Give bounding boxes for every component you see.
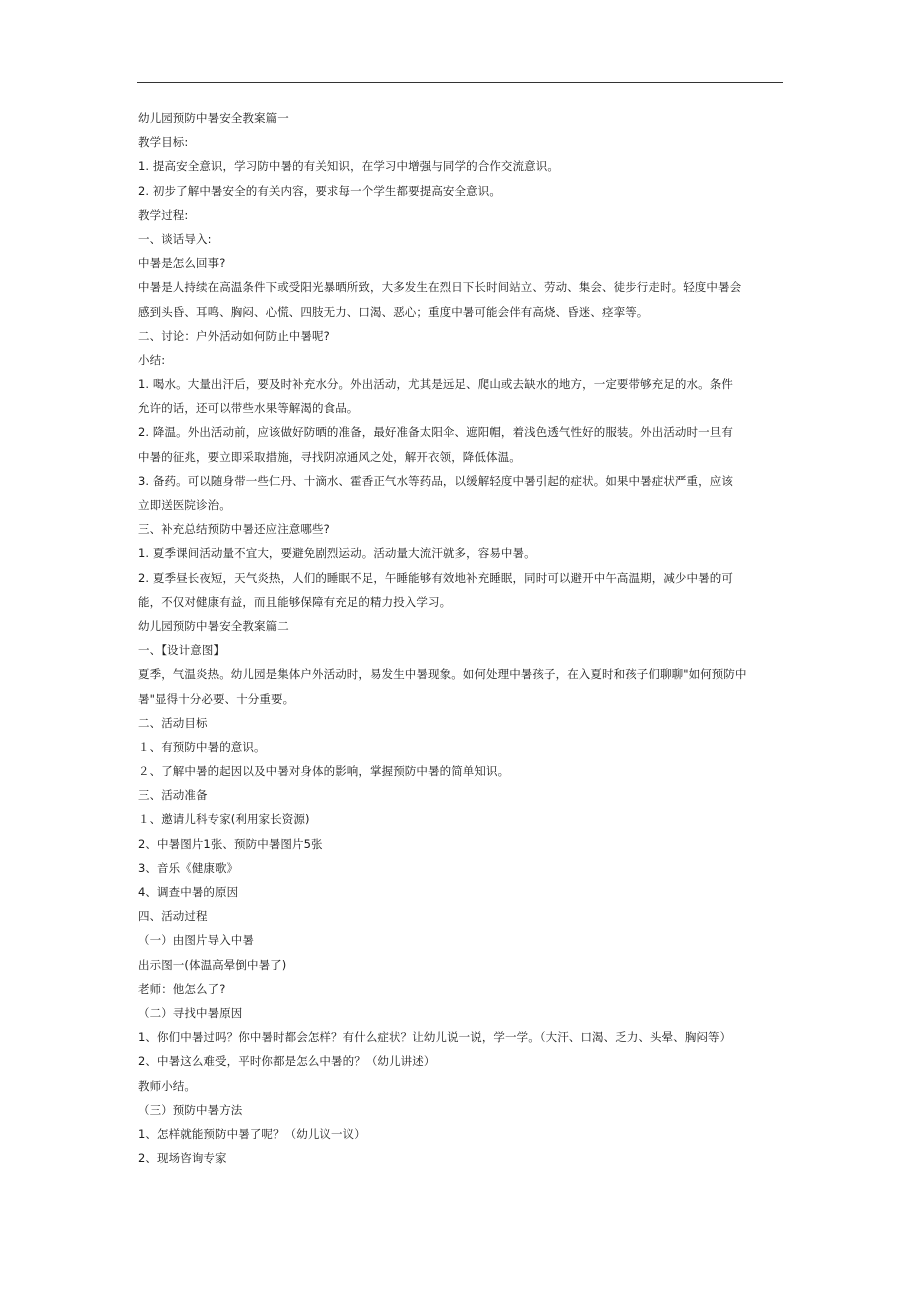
text-line: 2、中暑图片1张、预防中暑图片5张 bbox=[138, 836, 323, 851]
text-line: （一）由图片导入中暑 bbox=[138, 933, 254, 948]
text-line: 立即送医院诊治。 bbox=[138, 498, 231, 512]
text-line: 2. 降温。外出活动前，应该做好防晒的准备，最好准备太阳伞、遮阳帽，着浅色透气性好的服装。外出活动时一旦有 bbox=[138, 425, 733, 440]
heading-part-one: 幼儿园预防中暑安全教案篇一 bbox=[138, 111, 289, 125]
text-line: 2. 夏季昼长夜短，天气炎热，人们的睡眠不足，午睡能够有效地补充睡眠，同时可以避开中午高温期，减少中暑的可 bbox=[138, 570, 733, 585]
text-line: 3、音乐《健康歌》 bbox=[138, 860, 239, 875]
text-line: 1. 提高安全意识，学习防中暑的有关知识，在学习中增强与同学的合作交流意识。 bbox=[138, 159, 559, 174]
text-line: 二、活动目标 bbox=[138, 715, 208, 730]
text-line: 能，不仅对健康有益，而且能够保障有充足的精力投入学习。 bbox=[138, 594, 452, 609]
text-line: 二、讨论：户外活动如何防止中暑呢? bbox=[138, 328, 330, 343]
text-line: 感到头昏、耳鸣、胸闷、心慌、四肢无力、口渴、恶心；重度中暑可能会伴有高烧、昏迷、痉挛等。 bbox=[138, 304, 649, 319]
heading-part-two: 幼儿园预防中暑安全教案篇二 bbox=[138, 618, 289, 633]
text-line: 三、活动准备 bbox=[138, 788, 208, 803]
text-line: 夏季，气温炎热。幼儿园是集体户外活动时，易发生中暑现象。如何处理中暑孩子，在入夏时和孩子们聊聊"如何预防中 bbox=[138, 667, 747, 682]
text-line: 2、中暑这么难受，平时你都是怎么中暑的？（幼儿讲述） bbox=[138, 1054, 436, 1069]
text-line: （二）寻找中暑原因 bbox=[138, 1005, 243, 1020]
text-line: 允许的话，还可以带些水果等解渴的食品。 bbox=[138, 401, 359, 416]
text-line: 教学过程: bbox=[138, 207, 189, 222]
text-line: （三）预防中暑方法 bbox=[138, 1102, 243, 1117]
text-line: 中暑的征兆，要立即采取措施，寻找阴凉通风之处，解开衣领，降低体温。 bbox=[138, 449, 521, 464]
text-line: 一、【设计意图】 bbox=[138, 643, 226, 658]
text-line: １、邀请儿科专家(利用家长资源) bbox=[138, 812, 310, 827]
text-line: 中暑是人持续在高温条件下或受阳光暴晒所致，大多发生在烈日下长时间站立、劳动、集会、徒步行走时。轻度中暑会 bbox=[138, 280, 742, 295]
text-line: 教学目标: bbox=[138, 135, 189, 150]
text-line: 中暑是怎么回事? bbox=[138, 256, 226, 271]
text-line: 三、补充总结预防中暑还应注意哪些? bbox=[138, 522, 330, 537]
text-line: 老师：他怎么了? bbox=[138, 981, 226, 996]
text-line: １、有预防中暑的意识。 bbox=[138, 739, 266, 754]
text-line: 1. 喝水。大量出汗后，要及时补充水分。外出活动，尤其是远足、爬山或去缺水的地方，一定要带够充足的水。条件 bbox=[138, 377, 733, 392]
text-line: 1. 夏季课间活动量不宜大，要避免剧烈运动。活动量大流汗就多，容易中暑。 bbox=[138, 546, 536, 561]
text-line: 教师小结。 bbox=[138, 1078, 196, 1093]
header-rule bbox=[137, 82, 783, 83]
text-line: 暑"显得十分必要、十分重要。 bbox=[138, 691, 295, 706]
text-line: 2. 初步了解中暑安全的有关内容，要求每一个学生都要提高安全意识。 bbox=[138, 183, 501, 198]
text-line: 2、现场咨询专家 bbox=[138, 1151, 227, 1166]
text-line: 1、你们中暑过吗？你中暑时都会怎样？有什么症状？让幼儿说一说，学一学。（大汗、口渴、乏力、头晕、胸闷等） bbox=[138, 1030, 732, 1045]
text-line: 4、调查中暑的原因 bbox=[138, 885, 239, 899]
text-line: 一、谈话导入: bbox=[138, 231, 212, 246]
document-body bbox=[138, 106, 788, 1170]
text-line: ２、了解中暑的起因以及中暑对身体的影响，掌握预防中暑的简单知识。 bbox=[138, 764, 510, 779]
text-line: 四、活动过程 bbox=[138, 909, 208, 924]
text-line: 小结: bbox=[138, 352, 166, 367]
text-line: 3. 备药。可以随身带一些仁丹、十滴水、霍香正气水等药品，以缓解轻度中暑引起的症状。如果中暑症状严重，应该 bbox=[138, 473, 733, 488]
text-line: 1、怎样就能预防中暑了呢？（幼儿议一议） bbox=[138, 1126, 366, 1141]
text-line: 出示图一(体温高晕倒中暑了) bbox=[138, 957, 287, 972]
